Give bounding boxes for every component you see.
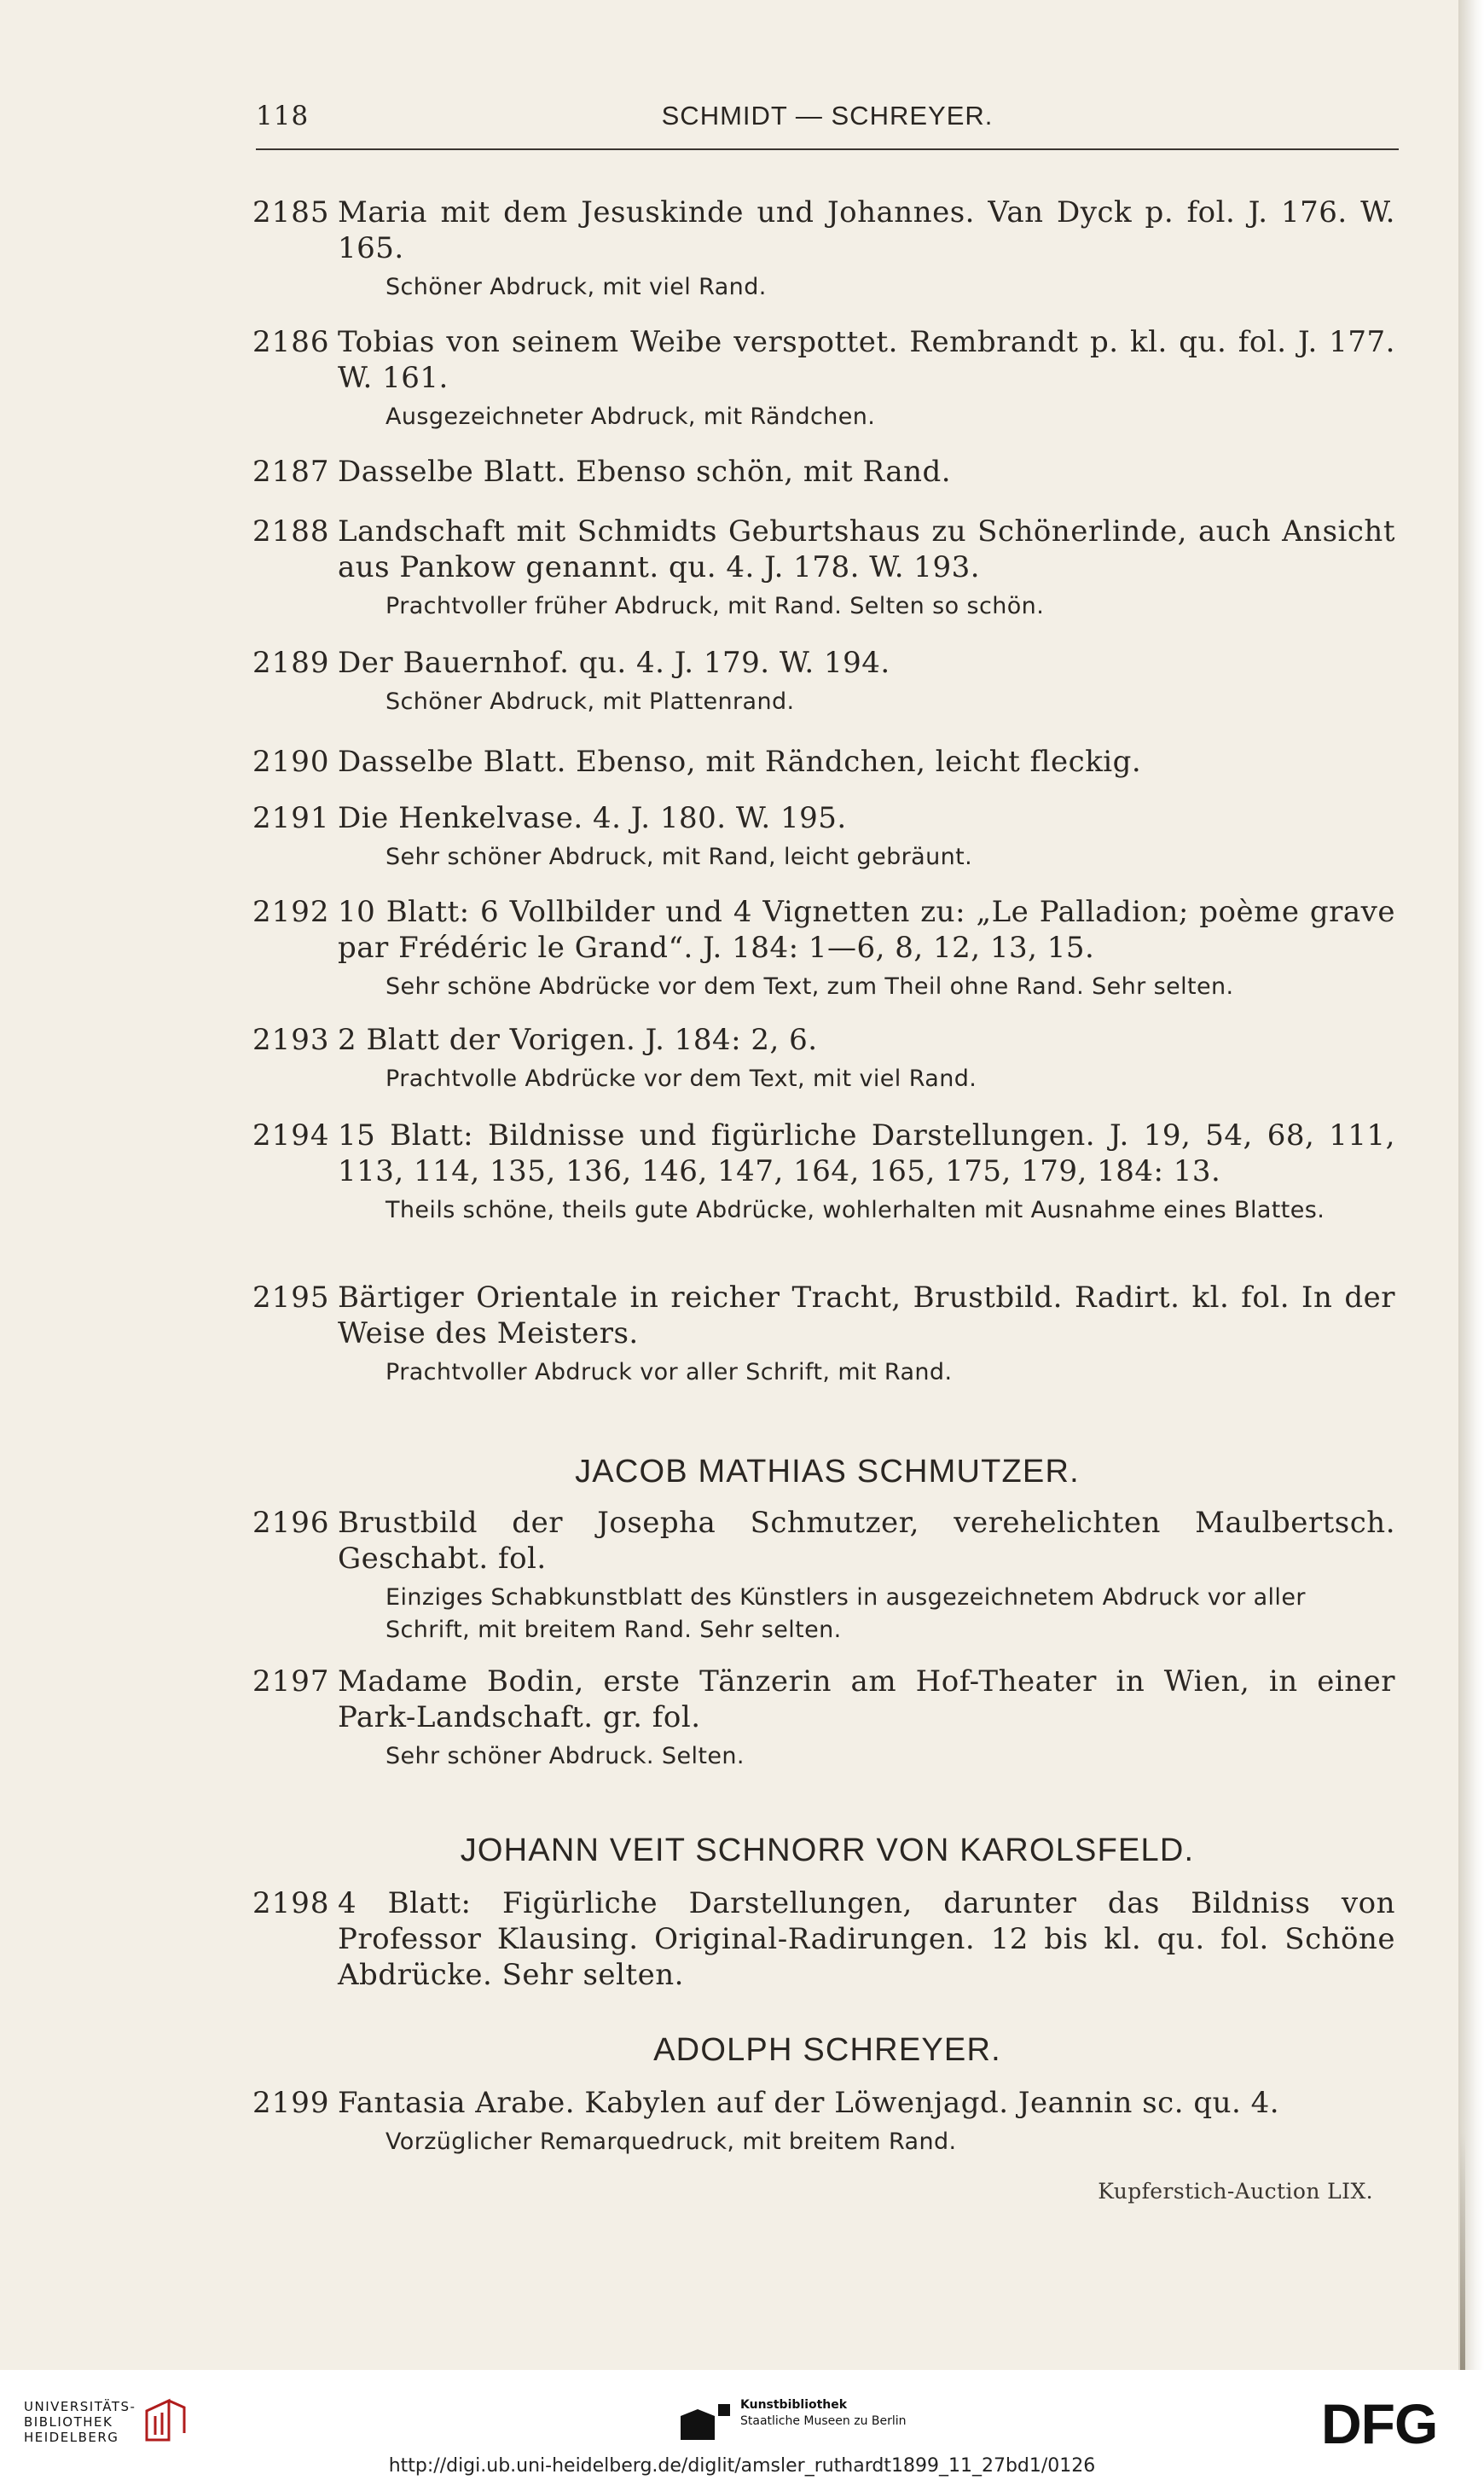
entry-note: Sehr schöner Abdruck, mit Rand, leicht gebräunt. (385, 844, 973, 870)
entry-note: Schöner Abdruck, mit viel Rand. (385, 274, 767, 300)
catalog-entry (252, 1118, 1395, 1227)
entry-text: Tobias von seinem Weibe verspottet. Rembrandt p. kl. qu. fol. J. 177. W. 161. (338, 325, 1395, 395)
entry-text: 4 Blatt: Figürliche Darstellungen, darunter das Bildniss von Professor Klausing. Original-Radirungen. 12 bis kl. qu. fol. Schöne Abdrücke. Sehr selten. (338, 1886, 1395, 1992)
entry-text: 15 Blatt: Bildnisse und figürliche Darstellungen. J. 19, 54, 68, 111, 113, 114, 135, 136, 146, 147, 164, 165, 175, 179, 184: 13. (338, 1118, 1395, 1188)
section-heading: JACOB MATHIAS SCHMUTZER. (575, 1454, 1080, 1490)
entry-text: Dasselbe Blatt. Ebenso, mit Rändchen, leicht fleckig. (338, 745, 1142, 779)
source-url[interactable]: http://digi.ub.uni-heidelberg.de/diglit/amsler_ruthardt1899_11_27bd1/0126 (388, 2455, 1096, 2477)
catalog-entry (252, 744, 1395, 780)
catalog-entry (252, 1505, 1395, 1647)
running-title: SCHMIDT — SCHREYER. (661, 101, 994, 131)
entry-note: Schöner Abdruck, mit Plattenrand. (385, 688, 795, 715)
entry-number: 2189 (252, 646, 330, 680)
entry-text: Madame Bodin, erste Tänzerin am Hof-Theater in Wien, in einer Park-Landschaft. gr. fol. (338, 1664, 1395, 1734)
entry-note: Einziges Schabkunstblatt des Künstlers in ausgezeichnetem Abdruck vor aller Schrift, mit breitem Rand. Sehr selten. (385, 1584, 1306, 1643)
entry-note: Sehr schöner Abdruck. Selten. (385, 1743, 745, 1769)
university-line: HEIDELBERG (24, 2430, 119, 2445)
entry-note: Theils schöne, theils gute Abdrücke, wohlerhalten mit Ausnahme eines Blattes. (385, 1197, 1325, 1223)
kunstbibliothek-label (740, 2397, 907, 2430)
entry-number: 2199 (252, 2086, 330, 2120)
entry-text: Brustbild der Josepha Schmutzer, verehelichten Maulbertsch. Geschabt. fol. (338, 1506, 1395, 1576)
catalog-entry (252, 324, 1395, 433)
university-logo-icon (143, 2396, 188, 2445)
catalog-entry (252, 645, 1395, 718)
entry-text: Maria mit dem Jesuskinde und Johannes. Van Dyck p. fol. J. 176. W. 165. (338, 195, 1395, 265)
entry-note: Sehr schöne Abdrücke vor dem Text, zum Theil ohne Rand. Sehr selten. (385, 973, 1234, 1000)
catalog-entry (252, 195, 1395, 304)
entry-note: Ausgezeichneter Abdruck, mit Rändchen. (385, 404, 876, 430)
entry-number: 2191 (252, 801, 330, 835)
entry-text: 2 Blatt der Vorigen. J. 184: 2, 6. (338, 1023, 818, 1057)
entry-text: Die Henkelvase. 4. J. 180. W. 195. (338, 801, 847, 835)
entry-number: 2192 (252, 895, 330, 929)
catalog-entry (252, 800, 1395, 874)
page-edge (1458, 0, 1484, 2370)
entry-number: 2190 (252, 745, 330, 779)
entry-text: Bärtiger Orientale in reicher Tracht, Brustbild. Radirt. kl. fol. In der Weise des Meisters. (338, 1281, 1395, 1350)
catalog-entry (252, 454, 1395, 490)
section-heading: ADOLPH SCHREYER. (653, 2032, 1001, 2068)
entry-text: Dasselbe Blatt. Ebenso schön, mit Rand. (338, 455, 952, 489)
entry-number: 2197 (252, 1664, 330, 1699)
entry-number: 2188 (252, 514, 330, 549)
entry-number: 2185 (252, 195, 330, 229)
entry-number: 2195 (252, 1281, 330, 1315)
kunstbibliothek-title: Kunstbibliothek (740, 2398, 848, 2412)
header-rule (256, 148, 1399, 150)
entry-text: 10 Blatt: 6 Vollbilder und 4 Vignetten zu: „Le Palladion; poème grave par Frédéric le Grand“. J. 184: 1—6, 8, 12, 13, 15. (338, 895, 1395, 965)
catalog-entry (252, 894, 1395, 1003)
catalog-entry (252, 1280, 1395, 1389)
entry-note: Prachtvoller Abdruck vor aller Schrift, mit Rand. (385, 1359, 953, 1385)
catalog-entry (252, 1022, 1395, 1095)
catalog-entry (252, 1664, 1395, 1773)
catalog-signature: Kupferstich-Auction LIX. (1098, 2179, 1373, 2204)
catalog-entry (252, 2085, 1395, 2158)
kunstbibliothek-logo-icon (681, 2401, 733, 2440)
entry-number: 2196 (252, 1506, 330, 1540)
university-line: BIBLIOTHEK (24, 2414, 113, 2430)
entry-text: Landschaft mit Schmidts Geburtshaus zu Schönerlinde, auch Ansicht aus Pankow genannt. qu. 4. J. 178. W. 193. (338, 514, 1395, 584)
catalog-entry (252, 514, 1395, 623)
entry-note: Prachtvoller früher Abdruck, mit Rand. Selten so schön. (385, 593, 1045, 619)
entry-note: Prachtvolle Abdrücke vor dem Text, mit viel Rand. (385, 1066, 977, 1092)
digitization-footer (0, 2370, 1484, 2480)
entry-text: Der Bauernhof. qu. 4. J. 179. W. 194. (338, 646, 890, 680)
entry-number: 2193 (252, 1023, 330, 1057)
entry-number: 2187 (252, 455, 330, 489)
page-number: 118 (256, 101, 310, 131)
catalog-entry (252, 1885, 1395, 1993)
entry-number: 2198 (252, 1886, 330, 1920)
entry-note: Vorzüglicher Remarquedruck, mit breitem Rand. (385, 2129, 957, 2155)
university-line: UNIVERSITÄTS- (24, 2399, 136, 2414)
university-library-label (24, 2399, 136, 2445)
running-header (256, 101, 1399, 145)
entry-number: 2194 (252, 1118, 330, 1153)
kunstbibliothek-subtitle: Staatliche Museen zu Berlin (740, 2414, 907, 2428)
entry-number: 2186 (252, 325, 330, 359)
entry-text: Fantasia Arabe. Kabylen auf der Löwenjagd. Jeannin sc. qu. 4. (338, 2086, 1280, 2120)
section-heading: JOHANN VEIT SCHNORR VON KAROLSFELD. (460, 1832, 1195, 1868)
dfg-logo: DFG (1321, 2392, 1438, 2455)
